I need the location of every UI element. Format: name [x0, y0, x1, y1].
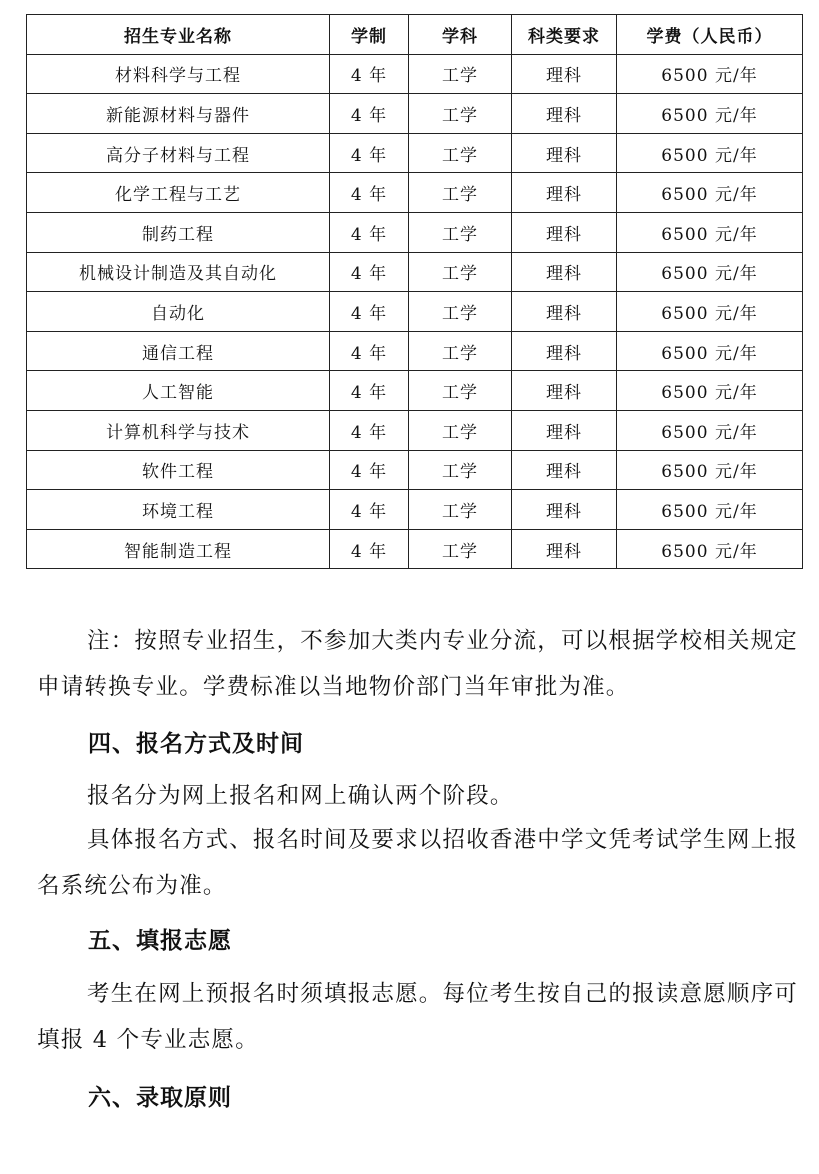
table-row — [27, 490, 803, 530]
cell-major-name: 新能源材料与器件 — [27, 94, 330, 134]
table-body — [27, 54, 803, 569]
cell-tuition: 6500 元/年 — [617, 371, 803, 411]
cell-track-requirement: 理科 — [512, 450, 617, 490]
cell-tuition: 6500 元/年 — [617, 54, 803, 94]
cell-duration: 4 年 — [330, 54, 409, 94]
cell-duration: 4 年 — [330, 94, 409, 134]
cell-duration: 4 年 — [330, 371, 409, 411]
cell-track-requirement: 理科 — [512, 331, 617, 371]
table-header-row — [27, 15, 803, 55]
cell-track-requirement: 理科 — [512, 292, 617, 332]
cell-track-requirement: 理科 — [512, 94, 617, 134]
cell-major-name: 人工智能 — [27, 371, 330, 411]
cell-tuition: 6500 元/年 — [617, 212, 803, 252]
majors-table — [26, 14, 803, 569]
cell-discipline: 工学 — [409, 252, 512, 292]
cell-major-name: 自动化 — [27, 292, 330, 332]
cell-tuition: 6500 元/年 — [617, 94, 803, 134]
cell-major-name: 通信工程 — [27, 331, 330, 371]
cell-major-name: 计算机科学与技术 — [27, 410, 330, 450]
table-row — [27, 331, 803, 371]
cell-duration: 4 年 — [330, 450, 409, 490]
cell-discipline: 工学 — [409, 212, 512, 252]
header-tuition: 学费（人民币） — [617, 15, 803, 55]
cell-tuition: 6500 元/年 — [617, 331, 803, 371]
cell-duration: 4 年 — [330, 252, 409, 292]
section-heading-registration: 四、报名方式及时间 — [88, 731, 304, 757]
registration-paragraph-2: 具体报名方式、报名时间及要求以招收香港中学文凭考试学生网上报名系统公布为准。 — [37, 827, 799, 899]
cell-track-requirement: 理科 — [512, 173, 617, 213]
header-track-requirement: 科类要求 — [512, 15, 617, 55]
table-row — [27, 133, 803, 173]
table-row — [27, 94, 803, 134]
cell-track-requirement: 理科 — [512, 529, 617, 569]
cell-duration: 4 年 — [330, 173, 409, 213]
header-major-name: 招生专业名称 — [27, 15, 330, 55]
cell-tuition: 6500 元/年 — [617, 173, 803, 213]
cell-discipline: 工学 — [409, 529, 512, 569]
preferences-paragraph: 考生在网上预报名时须填报志愿。每位考生按自己的报读意愿顺序可填报 4 个专业志愿。 — [37, 981, 799, 1053]
cell-duration: 4 年 — [330, 529, 409, 569]
cell-discipline: 工学 — [409, 490, 512, 530]
table-row — [27, 252, 803, 292]
cell-track-requirement: 理科 — [512, 410, 617, 450]
table-row — [27, 450, 803, 490]
cell-tuition: 6500 元/年 — [617, 252, 803, 292]
cell-major-name: 环境工程 — [27, 490, 330, 530]
cell-track-requirement: 理科 — [512, 252, 617, 292]
cell-discipline: 工学 — [409, 54, 512, 94]
cell-tuition: 6500 元/年 — [617, 292, 803, 332]
header-discipline: 学科 — [409, 15, 512, 55]
section-heading-preferences: 五、填报志愿 — [88, 928, 232, 954]
cell-discipline: 工学 — [409, 173, 512, 213]
cell-discipline: 工学 — [409, 410, 512, 450]
cell-duration: 4 年 — [330, 410, 409, 450]
section-heading-admission-principles: 六、录取原则 — [88, 1085, 232, 1111]
cell-tuition: 6500 元/年 — [617, 490, 803, 530]
table-row — [27, 292, 803, 332]
registration-paragraph-1: 报名分为网上报名和网上确认两个阶段。 — [87, 783, 514, 809]
cell-major-name: 智能制造工程 — [27, 529, 330, 569]
cell-duration: 4 年 — [330, 212, 409, 252]
cell-duration: 4 年 — [330, 292, 409, 332]
cell-major-name: 材料科学与工程 — [27, 54, 330, 94]
table-row — [27, 173, 803, 213]
cell-major-name: 化学工程与工艺 — [27, 173, 330, 213]
table-row — [27, 529, 803, 569]
header-duration: 学制 — [330, 15, 409, 55]
cell-major-name: 机械设计制造及其自动化 — [27, 252, 330, 292]
cell-duration: 4 年 — [330, 133, 409, 173]
table-row — [27, 371, 803, 411]
cell-major-name: 软件工程 — [27, 450, 330, 490]
cell-discipline: 工学 — [409, 371, 512, 411]
cell-track-requirement: 理科 — [512, 54, 617, 94]
cell-tuition: 6500 元/年 — [617, 450, 803, 490]
cell-track-requirement: 理科 — [512, 371, 617, 411]
cell-track-requirement: 理科 — [512, 133, 617, 173]
cell-discipline: 工学 — [409, 133, 512, 173]
cell-discipline: 工学 — [409, 450, 512, 490]
cell-discipline: 工学 — [409, 292, 512, 332]
cell-duration: 4 年 — [330, 331, 409, 371]
cell-track-requirement: 理科 — [512, 490, 617, 530]
table-row — [27, 54, 803, 94]
cell-major-name: 高分子材料与工程 — [27, 133, 330, 173]
table-row — [27, 212, 803, 252]
cell-major-name: 制药工程 — [27, 212, 330, 252]
cell-tuition: 6500 元/年 — [617, 410, 803, 450]
cell-discipline: 工学 — [409, 331, 512, 371]
cell-tuition: 6500 元/年 — [617, 133, 803, 173]
cell-discipline: 工学 — [409, 94, 512, 134]
table-row — [27, 410, 803, 450]
cell-duration: 4 年 — [330, 490, 409, 530]
cell-track-requirement: 理科 — [512, 212, 617, 252]
table-note: 注：按照专业招生，不参加大类内专业分流，可以根据学校相关规定申请转换专业。学费标准以当地物价部门当年审批为准。 — [37, 628, 799, 700]
cell-tuition: 6500 元/年 — [617, 529, 803, 569]
